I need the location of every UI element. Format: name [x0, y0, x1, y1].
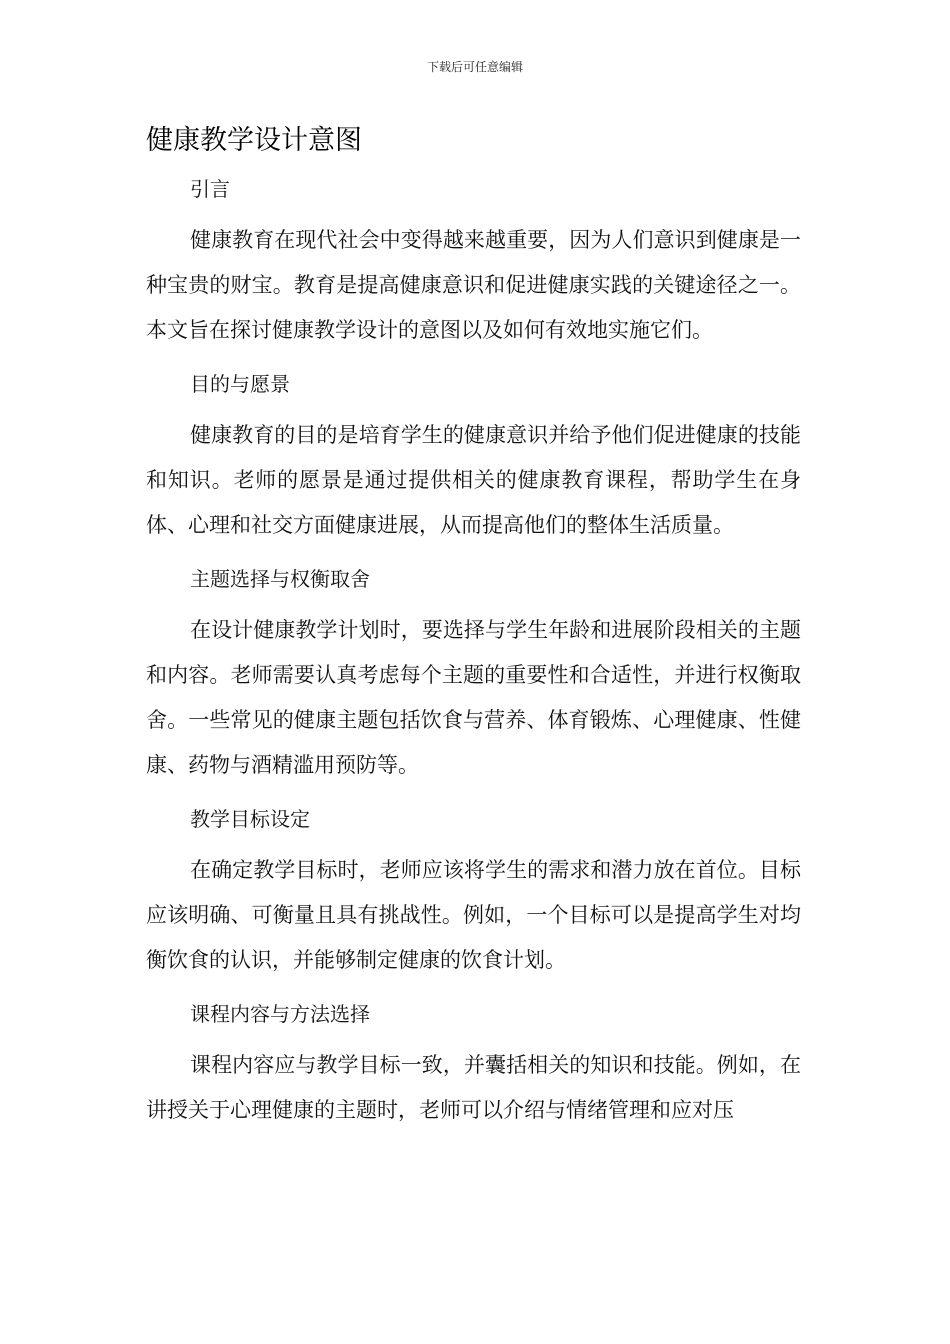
section-heading-purpose-vision: 目的与愿景 — [190, 372, 290, 396]
section-heading-topic-selection: 主题选择与权衡取舍 — [190, 567, 370, 591]
section-paragraph-introduction: 健康教育在现代社会中变得越来越重要，因为人们意识到健康是一种宝贵的财宝。教育是提高健康意识和促进健康实践的关键途径之一。本文旨在探讨健康教学设计的意图以及如何有效地实施它们。 — [146, 228, 801, 342]
section-heading-teaching-goals: 教学目标设定 — [190, 807, 310, 831]
section-heading-introduction: 引言 — [190, 177, 230, 201]
section-paragraph-purpose-vision: 健康教育的目的是培育学生的健康意识并给予他们促进健康的技能和知识。老师的愿景是通过提供相关的健康教育课程，帮助学生在身体、心理和社交方面健康进展，从而提高他们的整体生活质量。 — [146, 423, 801, 537]
document-body — [146, 166, 801, 1141]
section-paragraph-course-content: 课程内容应与教学目标一致，并囊括相关的知识和技能。例如，在讲授关于心理健康的主题时，老师可以介绍与情绪管理和应对压 — [146, 1053, 801, 1122]
section-heading-course-content: 课程内容与方法选择 — [190, 1002, 370, 1026]
section-paragraph-teaching-goals: 在确定教学目标时，老师应该将学生的需求和潜力放在首位。目标应该明确、可衡量且具有挑战性。例如，一个目标可以是提高学生对均衡饮食的认识，并能够制定健康的饮食计划。 — [146, 858, 801, 972]
header-note: 下载后可任意编辑 — [426, 60, 523, 74]
document-title: 健康教学设计意图 — [146, 125, 362, 156]
section-paragraph-topic-selection: 在设计健康教学计划时，要选择与学生年龄和进展阶段相关的主题和内容。老师需要认真考虑每个主题的重要性和合适性，并进行权衡取舍。一些常见的健康主题包括饮食与营养、体育锻炼、心理健康、性健康、药物与酒精滥用预防等。 — [146, 618, 801, 777]
